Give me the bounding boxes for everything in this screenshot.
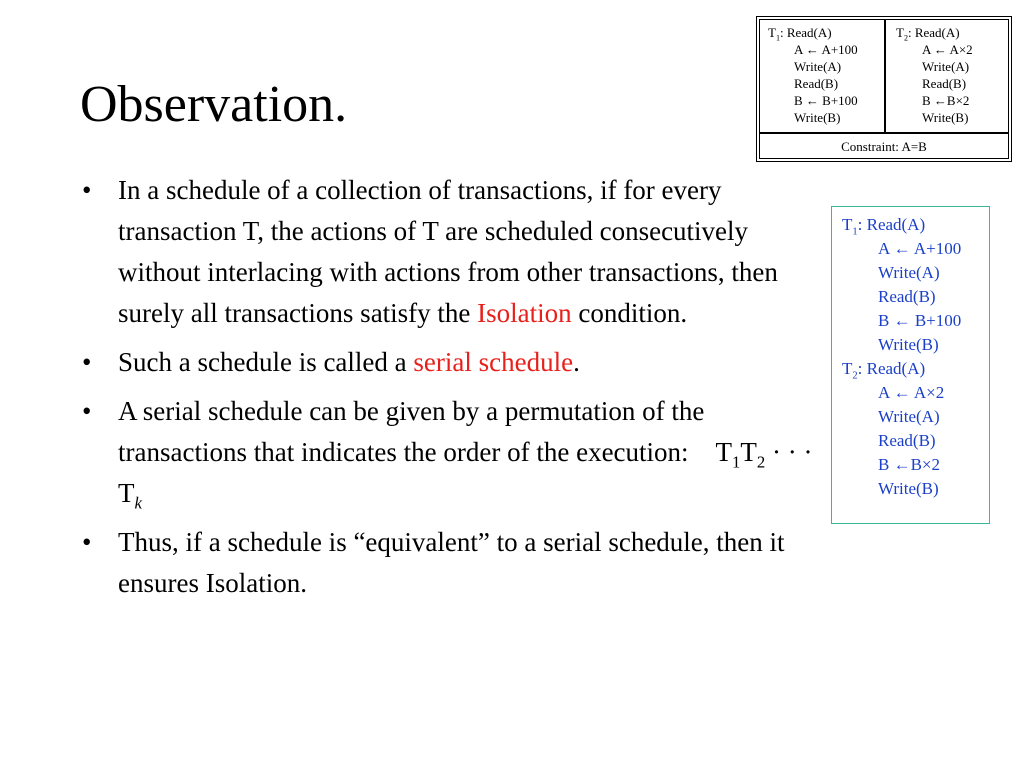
box-t1-step: A ← A+100 xyxy=(878,239,962,258)
transaction-t2-cell xyxy=(886,20,1010,132)
box-t2-step: A ← A×2 xyxy=(878,383,945,402)
box-t1-step: Write(B) xyxy=(878,335,939,354)
bullet-marker: • xyxy=(82,527,92,557)
bullet-list xyxy=(78,170,818,612)
box-t2-header: $T_2$: Read(A) xyxy=(842,359,926,382)
isolation-highlight: Isolation xyxy=(477,298,572,328)
bullet-marker: • xyxy=(82,396,92,426)
t2-step: A ← A×2 xyxy=(922,42,973,57)
t2-step: Write(A) xyxy=(922,59,970,74)
slide-title: Observation. xyxy=(80,76,348,133)
t1-step: Write(A) xyxy=(794,59,842,74)
bullet-item: • Thus, if a schedule is “equivalent” to a serial schedule, then it ensures Isolation. xyxy=(78,522,818,604)
table-divider xyxy=(760,132,1008,134)
bullet-item: • A serial schedule can be given by a permutation of the transactions that indicates the order of the execution: $T_1T_2$ · · · $T_k$ xyxy=(78,391,818,514)
t1-step: A ← A+100 xyxy=(794,42,858,57)
box-t2-step: Write(B) xyxy=(878,479,939,498)
box-t1-step: Read(B) xyxy=(878,287,936,306)
box-t1-step: B ← B+100 xyxy=(878,311,962,330)
bullet-item: • In a schedule of a collection of transactions, if for every transaction T, the actions of T are scheduled consecutively without interlacing with actions from other transactions, then surely all transactions satisfy the Isolation condition. xyxy=(78,170,818,334)
serial-schedule-highlight: serial schedule xyxy=(413,347,574,377)
box-t1-step: Write(A) xyxy=(878,263,940,282)
t2-step: Write(B) xyxy=(922,110,969,125)
constraint-label: Constraint: A=B xyxy=(841,139,927,154)
t2-step: B ←B×2 xyxy=(922,93,970,108)
t2-step: Read(B) xyxy=(922,76,967,91)
bullet-marker: • xyxy=(82,175,92,205)
box-t1-header: $T_1$: Read(A) xyxy=(842,215,926,238)
t2-header: $T_2$: Read(A) xyxy=(896,25,960,43)
permutation-formula: $T_1T_2$ · · · $T_k$ xyxy=(118,437,813,513)
transactions-table xyxy=(756,16,1012,162)
box-t2-step: B ←B×2 xyxy=(878,455,941,474)
t1-header: $T_1$: Read(A) xyxy=(768,25,832,43)
transactions-table-inner xyxy=(759,19,1009,159)
t1-step: Read(B) xyxy=(794,76,839,91)
serial-schedule-box xyxy=(831,206,990,524)
bullet-item: • Such a schedule is called a serial schedule. xyxy=(78,342,818,383)
t1-step: Write(B) xyxy=(794,110,841,125)
t1-step: B ← B+100 xyxy=(794,93,858,108)
transaction-t1-cell xyxy=(760,20,886,132)
bullet-marker: • xyxy=(82,347,92,377)
box-t2-step: Read(B) xyxy=(878,431,936,450)
box-t2-step: Write(A) xyxy=(878,407,940,426)
